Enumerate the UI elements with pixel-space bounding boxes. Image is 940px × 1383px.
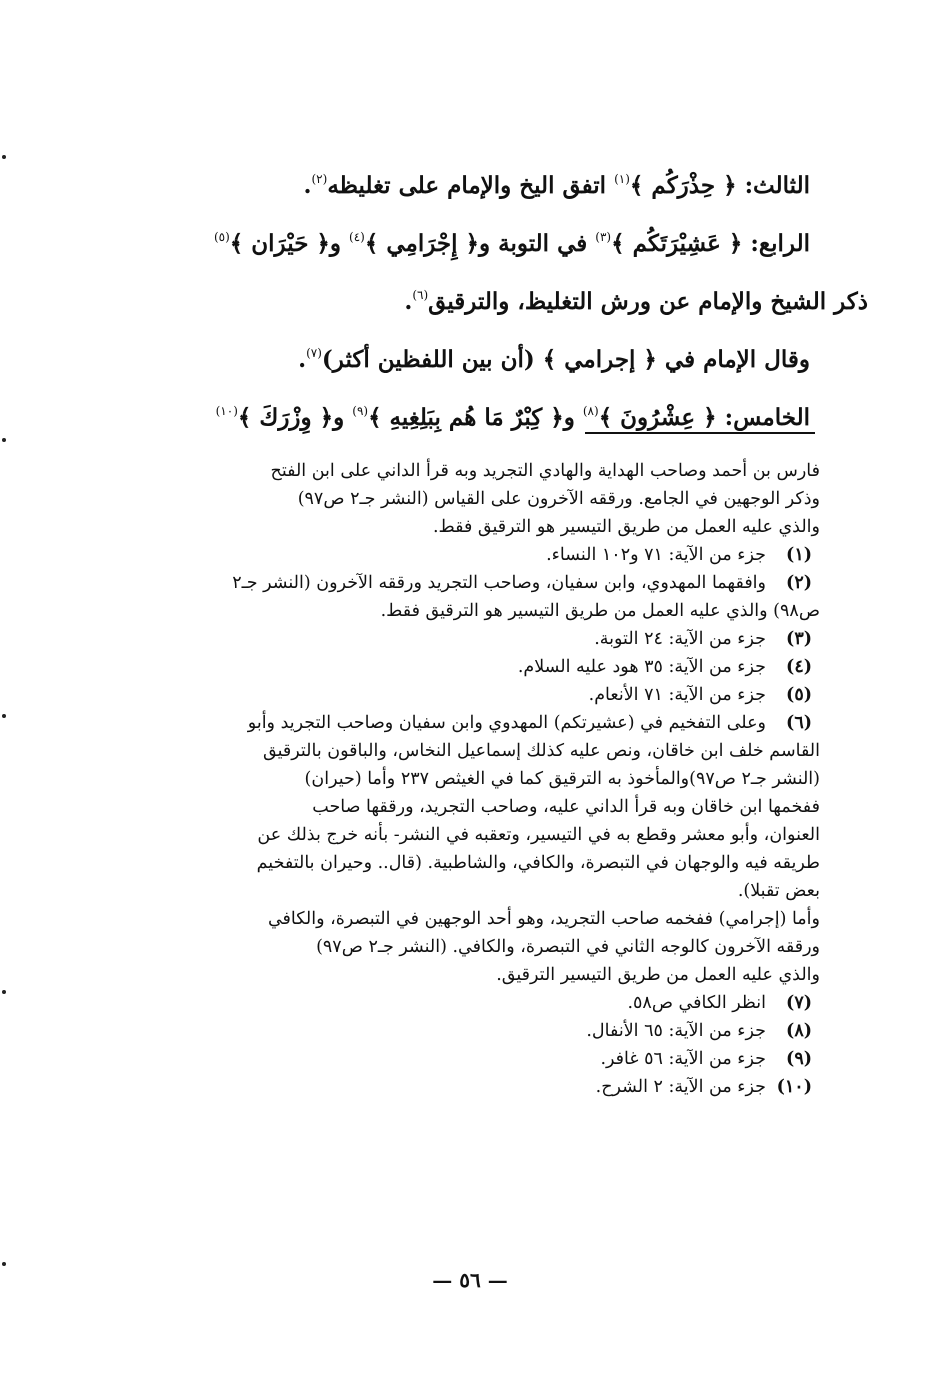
main-text-fragment: ذكر الشيخ والإمام عن ورش التغليظ، والترقيق <box>428 288 868 315</box>
main-text-fragment: و﴿ كِبْرٌ مَا هُم بِبَلِغِيهِ ﴾ <box>368 404 575 431</box>
main-text <box>90 150 868 440</box>
footnote-2 <box>130 569 820 597</box>
footnote-text: بعض تقبلا). <box>737 881 820 901</box>
main-text-fragment: و﴿ حَيْرَان ﴾ <box>229 230 342 257</box>
footnote-ref: (٦) <box>412 288 429 302</box>
footnote-10 <box>130 1073 820 1101</box>
footnote-3 <box>130 625 820 653</box>
footnote-8 <box>130 1017 820 1045</box>
label-fourth: الرابع: <box>750 230 810 257</box>
main-text-fragment: . <box>303 172 312 199</box>
footnote-text: (النشر جـ٢ ص٩٧)والمأخوذ به الترقيق كما في الغيثص ٢٣٧ وأما (حيران) <box>304 769 820 789</box>
footnote-number: (٣) <box>786 629 812 649</box>
main-text-fragment: ﴿ عَشِيْرَتَكُم ﴾ <box>611 230 743 257</box>
main-text-fragment: و﴿ وِزْرَكَ ﴾ <box>237 404 345 431</box>
footnote-text: والذي عليه العمل من طريق التيسير الترقيق. <box>496 965 820 985</box>
footnote-5 <box>130 681 820 709</box>
footnote-ref: (٨) <box>582 404 599 418</box>
footnote-text: القاسم خلف ابن خاقان، ونص عليه كذلك إسماعيل النخاس، والباقون بالترقيق <box>263 741 820 761</box>
footnote-1 <box>130 541 820 569</box>
footnote-6 <box>130 709 820 737</box>
footnote-text: طريقه فيه والوجهان في التبصرة، والكافي، والشاطبية. (قال.. وحيران بالتفخيم <box>256 853 820 873</box>
footnote-text: العنوان، وأبو معشر وقطع به في التيسير، وتعقبه في النشر- بأنه خرج بذلك عن <box>257 825 820 845</box>
main-line-fourth <box>90 208 810 266</box>
footnote-7 <box>130 989 820 1017</box>
main-text-fragment: وقال الإمام في ﴿ إجرامي ﴾ (أن بين اللفظين أكثر) <box>321 346 810 373</box>
footnote-number: (٤) <box>786 657 812 677</box>
footnote-number: (٦) <box>786 713 812 733</box>
footnote-text: وافقهما المهدوي، وابن سفيان، وصاحب التجريد ورققه الآخرون (النشر جـ٢ <box>232 573 766 593</box>
footnote-number: (٨) <box>786 1021 812 1041</box>
footnote-separator <box>585 432 815 434</box>
footnote-text: وعلى التفخيم في (عشيرتكم) المهدوي وابن سفيان وصاحب التجريد وأبو <box>247 713 766 733</box>
footnote-text: وأما (إجرامي) ففخمه صاحب التجريد، وهو أحد الوجهين في التبصرة، والكافي <box>267 909 820 929</box>
footnote-number: (١٠) <box>776 1077 812 1097</box>
footnote-continuation-line: والذي عليه العمل من طريق التيسير هو الترقيق فقط. <box>432 517 820 537</box>
footnote-number: (٩) <box>786 1049 812 1069</box>
main-text-fragment: ﴿ عِشْرُونَ ﴾ <box>598 404 717 431</box>
footnote-number: (٧) <box>786 993 812 1013</box>
footnote-ref: (١٠) <box>215 404 238 418</box>
footnote-ref: (١) <box>614 172 630 186</box>
footnote-text: ورققه الآخرون كالوجه الثاني في التبصرة، والكافي. (النشر جـ٢ ص٩٧) <box>316 937 820 957</box>
footnote-9 <box>130 1045 820 1073</box>
scan-mark <box>2 1262 6 1266</box>
main-text-fragment: ﴿ حِذْرَكُم ﴾ <box>629 172 737 199</box>
label-fifth: الخامس: <box>724 404 810 431</box>
footnote-number: (٥) <box>786 685 812 705</box>
footnote-continuation-line: وذكر الوجهين في الجامع. ورققه الآخرون على القياس (النشر جـ٢ ص٩٧) <box>297 489 820 509</box>
footnote-text: جزء من الآية: ٧١ و١٠٢ النساء. <box>546 545 766 565</box>
scan-mark <box>2 438 6 442</box>
main-text-fragment: . <box>404 288 413 315</box>
main-text-fragment: اتفق اليخ والإمام على تغليظه <box>327 172 607 199</box>
main-line-mention <box>90 266 868 324</box>
scan-mark <box>2 990 6 994</box>
footnote-4 <box>130 653 820 681</box>
main-text-fragment: في التوبة و﴿ إِجْرَامِي ﴾ <box>364 230 588 257</box>
footnote-ref: (٥) <box>213 230 230 244</box>
footnote-number: (٢) <box>786 573 812 593</box>
main-line-third <box>90 150 810 208</box>
footnote-continuation-line: فارس بن أحمد وصاحب الهداية والهادي التجريد وبه قرأ الداني على ابن الفتح <box>270 461 820 481</box>
footnotes <box>130 457 820 1101</box>
footnote-text: جزء من الآية: ٢ الشرح. <box>595 1077 766 1097</box>
footnote-text: جزء من الآية: ٦٥ الأنفال. <box>586 1021 766 1041</box>
footnote-number: (١) <box>786 545 812 565</box>
footnote-text: ص٩٨) والذي عليه العمل من طريق التيسير هو الترقيق فقط. <box>380 601 820 621</box>
footnote-text: جزء من الآية: ٧١ الأنعام. <box>588 685 766 705</box>
footnote-text: جزء من الآية: ٥٦ غافر. <box>600 1049 766 1069</box>
main-text-fragment: . <box>298 346 307 373</box>
footnote-ref: (٤) <box>349 230 365 244</box>
scan-mark <box>2 155 6 159</box>
footnote-text: ففخمها ابن خاقان وبه قرأ الداني عليه، وصاحب التجريد، ورققها صاحب <box>312 797 820 817</box>
footnote-text: جزء من الآية: ٢٤ التوبة. <box>594 629 766 649</box>
footnote-text: انظر الكافي ص٥٨. <box>627 993 766 1013</box>
footnote-ref: (٧) <box>306 346 322 360</box>
main-line-imam <box>90 324 810 382</box>
label-third: الثالث: <box>744 172 810 199</box>
page-number: — ٥٦ — <box>432 1268 508 1292</box>
footnote-ref: (٢) <box>311 172 328 186</box>
footnote-ref: (٩) <box>352 404 369 418</box>
footnote-ref: (٣) <box>595 230 612 244</box>
footnote-text: جزء من الآية: ٣٥ هود عليه السلام. <box>517 657 766 677</box>
scan-mark <box>2 714 6 718</box>
